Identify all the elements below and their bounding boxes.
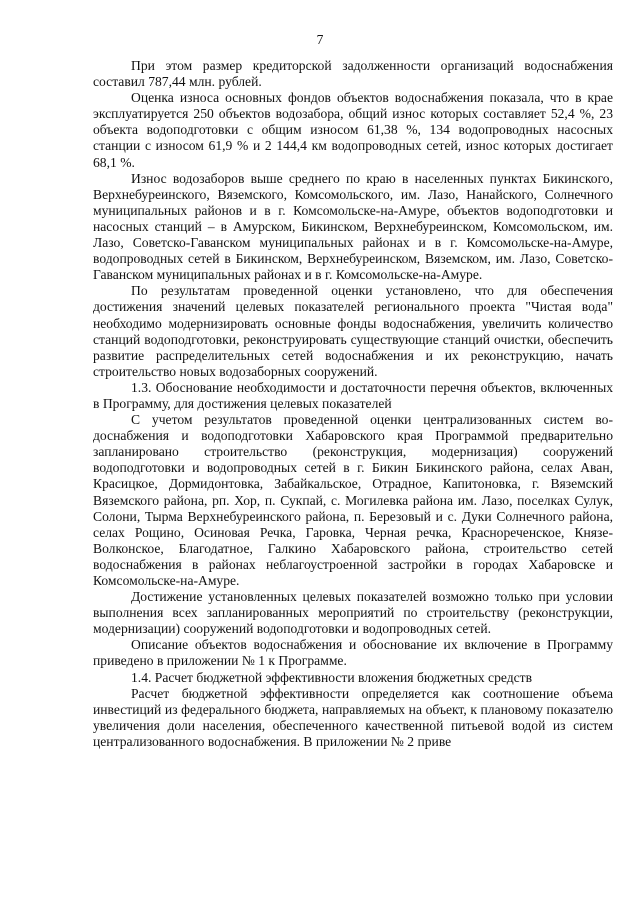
section-heading-1-3: 1.3. Обоснование необходимости и достаточности перечня объектов, включенных в Программу, для достижения целевых показателей — [93, 379, 613, 411]
paragraph-appendix-1: Описание объектов водоснабжения и обоснование их включение в Программу приведено в приложении № 1 к Программе. — [93, 637, 613, 669]
section-heading-1-4: 1.4. Расчет бюджетной эффективности вложения бюджетных средств — [131, 669, 533, 685]
paragraph-target-achievement: Достижение установленных целевых показателей возможно только при условии выполнения всех запланированных мероприятий по строительству (реконструкции, модернизации) сооружений водоподготовки и водопроводных сетей. — [93, 589, 613, 637]
paragraph-intake-wear: Износ водозаборов выше среднего по краю в населенных пунктах Бикинского, Верхнебуреинского, Вяземского, Комсомольского, им. Лазо, Нанайского, Солнечного муниципальных районов и в г. Комсомольске-на-Амуре, объектов водоподготовки и насосных станций – в Амурском, Бикинском, Верхнебуреинском, Комсомольском, им. Лазо, Советско-Гаванском муниципальных районах и в г. Комсомольске-на-Амуре, водопроводных сетей в Бикинском, Верхнебуреинском, Вяземском, им. Лазо, Советско-Гаванском муниципальных районах и в г. Комсомольске-на-Амуре. — [93, 170, 613, 283]
document-body — [93, 58, 613, 750]
paragraph-creditor-debt: При этом размер кредиторской задолженности организаций водоснабжения составил 787,44 млн. рублей. — [93, 58, 613, 90]
paragraph-planned-construction: С учетом результатов проведенной оценки централизованных систем водоснабжения и водоподготовки Хабаровского края Программой предварительно запланировано строительство (реконструкция, модернизация) сооружений водоподготовки и водопроводных сетей в г. Бикин Бикинского района, селах Аван, Красицкое, Дормидонтовка, Забайкальское, Отрадное, Капитоновка, г. Вяземский Вяземского района, рп. Хор, п. Сукпай, с. Могилевка района им. Лазо, поселках Сулук, Солони, Тырма Верхнебуреинского района, п. Березовый и с. Дуки Солнечного района, селах Рощино, Осиновая Речка, Гаровка, Черная речка, Краснореченское, Князе-Волконское, Благодатное, Галкино Хабаровского района, строительство сетей водоснабжения в районах неблагоустроенной застройки в городах Хабаровске и Комсомольске-на-Амуре. — [93, 412, 613, 588]
paragraph-wear-assessment: Оценка износа основных фондов объектов водоснабжения показала, что в крае эксплуатируется 250 объектов водозабора, общий износ которых составляет 52,4 %, 23 объекта водоподготовки с общим износом 61,38 %, 134 водопроводных насосных станции с износом 61,9 % и 2 144,4 км водопроводных сетей, износ которых достигает 68,1 %. — [93, 90, 613, 170]
paragraph-evaluation-results: По результатам проведенной оценки установлено, что для обеспечения достижения значений целевых показателей регионального проекта "Чистая вода" необходимо модернизировать основные фонды водоснабжения, увеличить количество станций водоподготовки, реконструировать существующие станций очистки, обеспечить развитие распределительных сетей водоснабжения и их реконструкцию, начать строительство новых водозаборных сооружений. — [93, 283, 613, 379]
page-number: 7 — [316, 32, 324, 47]
paragraph-budget-efficiency: Расчет бюджетной эффективности определяется как соотношение объема инвестиций из федерального бюджета, направляемых на объект, к плановому показателю увеличения доли населения, обеспеченного качественной питьевой водой из систем централизованного водоснабжения. В приложении № 2 приве — [93, 685, 613, 749]
